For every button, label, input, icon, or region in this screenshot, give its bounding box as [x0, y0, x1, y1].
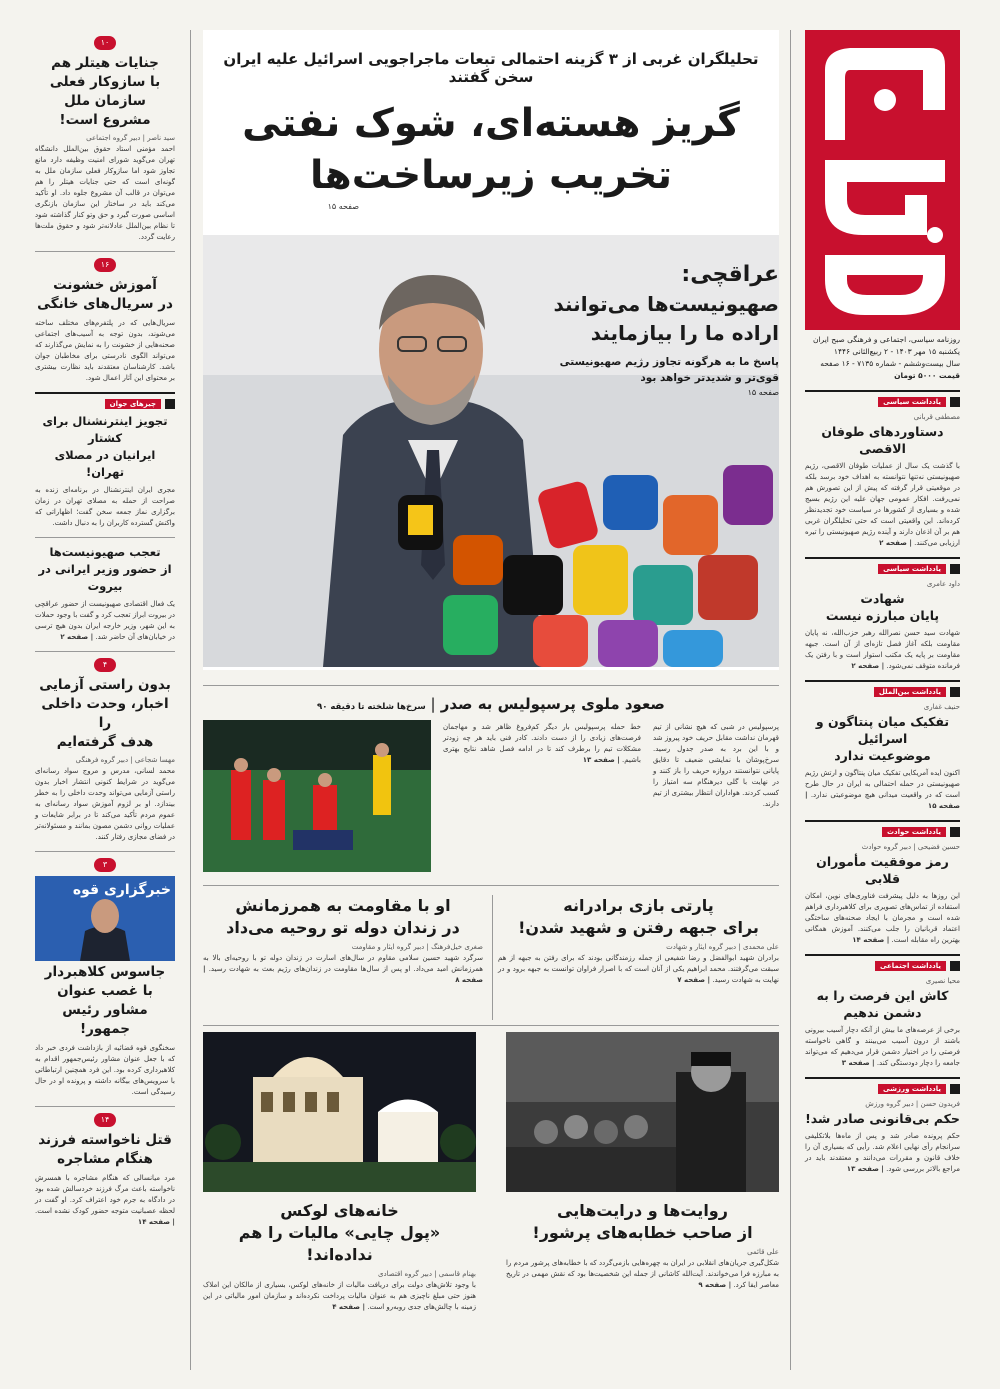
author: صغری خیل‌فرهنگ | دبیر گروه ایثار و مقاومت: [351, 943, 483, 951]
left-story-5[interactable]: [35, 858, 175, 1098]
note-body: [805, 1131, 960, 1175]
quote-speaker: عراقچی:: [681, 262, 779, 287]
author: مهسا شجاعی | دبیر گروه فرهنگی: [75, 756, 175, 764]
masthead-info-line: سال بیست‌وششم - شماره ۷۱۳۵ - ۱۶ صفحه: [820, 359, 960, 368]
page-badge[interactable]: ۱۰: [94, 36, 116, 50]
story-bottom-0[interactable]: [506, 1200, 779, 1291]
page-badge[interactable]: ۱۶: [94, 258, 116, 272]
lead-story[interactable]: [203, 30, 779, 211]
section-tag-label: یادداشت اجتماعی: [875, 961, 946, 971]
story-mid-0[interactable]: [498, 895, 779, 986]
left-story-4[interactable]: [35, 658, 175, 843]
page-ref[interactable]: | صفحه ۸: [203, 965, 483, 984]
page-ref[interactable]: | صفحه ۱۳: [846, 1165, 884, 1173]
quote-block[interactable]: [523, 260, 779, 397]
story-headline[interactable]: [506, 1200, 779, 1244]
divider: [35, 651, 175, 652]
sports-kicker: سرخ‌ها شلخته تا دقیقه ۹۰: [317, 702, 426, 712]
right-note-3[interactable]: [805, 820, 960, 946]
page-ref[interactable]: | صفحه ۲: [60, 633, 94, 641]
story-body-text: برادران شهید ابوالفضل و رضا شفیعی از جمله رزمندگانی بودند که برای رفتن به جبهه از هم سبقت می‌گرفتند. محمد ابراهیم یکی از آنان است که با اصرار فراوان توانست به جبهه برود و در نهایت به شهادت رسید.: [498, 954, 779, 984]
sports-story[interactable]: [203, 685, 779, 713]
story-body-text: شکل‌گیری جریان‌های انقلابی در ایران به چهره‌هایی بازمی‌گردد که با خطابه‌های پرشور مردم را به مبارزه فرا می‌خواندند. آیت‌الله کاشانی از جمله این شخصیت‌ها بود که نقش مهمی در تاریخ معاصر ایفا کرد.: [506, 1259, 779, 1289]
story-headline-line: برای جبهه رفتن و شهید شدن!: [518, 918, 759, 937]
story-headline-line: در زندان دوله تو روحیه می‌داد: [226, 918, 460, 937]
right-note-4[interactable]: [805, 954, 960, 1069]
section-tag: [805, 557, 960, 576]
divider: [35, 1106, 175, 1107]
football-match-photo-icon: [203, 720, 431, 872]
story-body: مجری ایران اینترنشنال در برنامه‌ای زنده به صراحت از حمله به مصلای تهران در زمان برگزاری نماز جمعه سخن گفت؛ اظهاراتی که واکنش گسترده کاربران را به دنبال داشت.: [35, 486, 175, 527]
left-story-2[interactable]: [35, 392, 175, 529]
note-headline[interactable]: حکم بی‌قانونی صادر شد!: [805, 1111, 960, 1126]
left-column: [35, 30, 175, 1370]
luxury-house-photo: [203, 1032, 476, 1192]
note-headline[interactable]: شهادت پایان مبارزه نیست: [825, 591, 940, 623]
author: سید ناصر | دبیر گروه اجتماعی: [86, 134, 175, 142]
left-story-3[interactable]: [35, 544, 175, 643]
left-story-1[interactable]: [35, 258, 175, 384]
page-ref[interactable]: | صفحه ۷: [677, 976, 711, 984]
story-body: سخنگوی قوه قضائیه از بازداشت فردی خبر داد که با جعل عنوان مشاور رئیس‌جمهور اقدام به کلاهبرداری کرده بود. این فرد همچنین ارتباطاتی با سرویس‌های بیگانه داشته و پرونده او در حال رسیدگی است.: [35, 1044, 175, 1096]
masthead-info-line: قیمت ۵۰۰۰ تومان: [894, 371, 960, 380]
section-tag-label: یادداشت بین‌الملل: [874, 687, 946, 697]
story-headline[interactable]: [203, 895, 483, 939]
author: علی محمدی | دبیر گروه ایثار و شهادت: [666, 943, 779, 951]
left-story-0[interactable]: [35, 36, 175, 243]
story-body: سریال‌هایی که در پلتفرم‌های مختلف ساخته می‌شوند، بدون توجه به آسیب‌های اجتماعی صحنه‌هایی از خشونت را به نمایش می‌گذارند که می‌تواند الگوی نادرستی برای مخاطبان جوان باشد. کارشناسان معتقدند باید نظارت بیشتری بر محتوای این آثار اعمال شود.: [35, 319, 175, 382]
section-tag-label: یادداشت سیاسی: [878, 397, 946, 407]
story-body-text: با وجود تلاش‌های دولت برای دریافت مالیات از خانه‌های لوکس، بسیاری از مالکان این املاک هنوز حتی مبلغ ناچیزی هم به عنوان مالیات پرداخت نکرده‌اند و سازمان امور مالیاتی در این زمینه با چالش‌های جدی روبه‌رو است.: [203, 1281, 476, 1311]
masthead-info: [805, 334, 960, 382]
section-tag: [805, 820, 960, 839]
masthead-info-line: روزنامه سیاسی، اجتماعی و فرهنگی صبح ایران: [812, 335, 960, 344]
story-headline[interactable]: بدون راستی آزمایی اخبار، وحدت داخلی را هدف گرفته‌ایم: [39, 677, 171, 750]
section-tag: [805, 954, 960, 973]
story-body: احمد مؤمنی استاد حقوق بین‌الملل دانشگاه تهران می‌گوید شورای امنیت وظیفه دارد مانع تجاوز شود اما سازوکار فعلی سازمان ملل به گونه‌ای است که حتی جنایات هیتلر را هم می‌توان در قالب آن مشروع جلوه داد. او تأکید می‌کند باید در ساختار این سازمان بازنگری اساسی صورت گیرد و حق وتو کنار گذاشته شود تا نظام بین‌الملل عادلانه‌تر شود و حقوق ملت‌ها رعایت گردد.: [35, 145, 175, 241]
story-headline[interactable]: قتل ناخواسته فرزند هنگام مشاجره: [38, 1132, 172, 1167]
story-headline[interactable]: تعجب صهیونیست‌ها از حضور وزیر ایرانی در بیروت: [38, 545, 172, 593]
author: داود عامری: [926, 580, 960, 588]
separator: |: [425, 695, 436, 713]
page-ref[interactable]: | صفحه ۳: [841, 1059, 875, 1067]
photo-banner-text: خبرگزاری قوه: [72, 882, 171, 898]
author: محیا نصیری: [925, 977, 960, 985]
section-tag-label: یادداشت سیاسی: [878, 564, 946, 574]
right-column: [805, 30, 960, 1370]
page-ref[interactable]: | صفحه ۲: [879, 539, 912, 547]
mansion-photo-icon: [203, 1032, 476, 1192]
section-tag-label: چیزهای جوان: [105, 399, 161, 409]
author: حسین فضیحی | دبیر گروه حوادث: [861, 843, 960, 851]
person-icon: [35, 876, 175, 961]
page-badge[interactable]: ۳: [94, 858, 116, 872]
story-body: [203, 953, 483, 986]
author: علی قائمی: [747, 1248, 779, 1256]
divider: [35, 537, 175, 538]
note-body: [805, 768, 960, 812]
section-mark-icon: [950, 827, 960, 837]
note-body-text: حکم پرونده صادر شد و پس از ماه‌ها بلاتکلیفی سرانجام رأی نهایی اعلام شد. رأیی که بسیاری آن را خلاف قانون و مقررات می‌دانند و معتقدند باید در مراجع بالاتر بررسی شود.: [805, 1132, 960, 1173]
page-ref[interactable]: صفحه ۱۵: [327, 202, 359, 211]
section-tag: [805, 680, 960, 699]
section-mark-icon: [165, 399, 175, 409]
story-body: [35, 1173, 175, 1228]
column-divider: [190, 30, 191, 1370]
newspaper-logo-icon: [805, 30, 960, 330]
story-mid-1[interactable]: [203, 895, 483, 986]
right-note-2[interactable]: [805, 680, 960, 812]
story-headline[interactable]: آموزش خشونت در سریال‌های خانگی: [37, 277, 173, 312]
page-ref[interactable]: | صفحه ۴: [332, 1303, 366, 1311]
story-headline-line: خانه‌های لوکس: [280, 1201, 399, 1220]
column-divider: [790, 30, 791, 1370]
quote-sub: قوی‌تر و شدیدتر خواهد بود: [640, 372, 779, 384]
sports-photo: [203, 720, 431, 872]
divider: [203, 885, 779, 886]
lead-headline[interactable]: [203, 98, 779, 202]
quote-line: اراده ما را بیازمایند: [590, 321, 779, 345]
story-headline[interactable]: جنایات هیتلر هم با سازوکار فعلی سازمان ملل مشروع است!: [49, 55, 161, 128]
story-headline-line: او با مقاومت به همرزمانش: [235, 896, 451, 915]
story-headline[interactable]: تجویز اینترنشنال برای کشتار ایرانیان در مصلای تهران!: [42, 414, 168, 479]
quote-line: صهیونیست‌ها می‌توانند: [553, 292, 779, 316]
note-headline[interactable]: رمز موفقیت مأموران قلابی: [816, 854, 949, 886]
story-body: محمد لسانی، مدرس و مروج سواد رسانه‌ای می‌گوید در شرایط کنونی انتشار اخبار بدون راستی آزمایی می‌تواند وحدت داخلی را به خطر بیندازد. او بر لزوم آموزش سواد رسانه‌ای به عموم مردم تأکید می‌کند تا در برابر شایعات و عملیات روانی دشمن مصون بمانند و مسئولانه‌تر در فضای مجازی رفتار کنند.: [35, 767, 175, 841]
note-body: [805, 628, 960, 672]
spokesman-photo: [35, 876, 175, 961]
story-body: [498, 953, 779, 986]
note-body-text: برخی از عرصه‌های ما بیش از آنکه دچار آسیب بیرونی باشند از درون آسیب می‌بینند و گاهی ناخواسته فرصتی را در اختیار دشمن قرار می‌دهیم که می‌تواند جامعه را دچار دودستگی کند.: [805, 1026, 960, 1067]
note-body-text: اکنون ایده آمریکایی تفکیک میان پنتاگون و ارتش رژیم صهیونیستی در حمله احتمالی به ایران در حال طرح است که در واقعیت میدانی هیچ موضوعیتی ندارد.: [805, 769, 960, 799]
note-headline[interactable]: تفکیک میان پنتاگون و اسرائیل موضوعیت ندارد: [815, 714, 950, 763]
main-column: [203, 30, 779, 1370]
section-mark-icon: [950, 397, 960, 407]
author: مصطفی قربانی: [913, 413, 960, 421]
page-ref[interactable]: | صفحه ۹: [698, 1281, 732, 1289]
page-ref[interactable]: | صفحه ۲: [851, 662, 885, 670]
historic-speech-photo-icon: [506, 1032, 779, 1192]
page-ref[interactable]: | صفحه ۱۵: [805, 791, 960, 810]
story-body: [35, 599, 175, 643]
story-body-text: مرد میانسالی که هنگام مشاجره با همسرش ناخواسته باعث مرگ فرزند خردسالش شده بود در دادگاه به جرم خود اعتراف کرد. او گفت در لحظه عصبانیت متوجه حضور کودک نشده است.: [35, 1174, 175, 1215]
page-ref[interactable]: صفحه ۱۵: [747, 388, 779, 397]
masthead-info-line: یکشنبه ۱۵ مهر ۱۴۰۳ - ۲ ربیع‌الثانی ۱۴۴۶: [833, 347, 960, 356]
section-mark-icon: [950, 1084, 960, 1094]
section-mark-icon: [950, 564, 960, 574]
divider: [35, 851, 175, 852]
page-ref[interactable]: | صفحه ۱۴: [852, 936, 890, 944]
note-headline[interactable]: دستاوردهای طوفان الاقصی: [821, 424, 944, 456]
story-headline-line: از صاحب خطابه‌های پرشور!: [532, 1223, 753, 1242]
left-story-6[interactable]: [35, 1113, 175, 1228]
story-headline[interactable]: [498, 895, 779, 939]
story-body: [203, 1280, 476, 1313]
section-tag: [35, 392, 175, 411]
section-tag: [805, 390, 960, 409]
right-note-1[interactable]: [805, 557, 960, 672]
lead-headline-line: تخریب زیرساخت‌ها: [310, 153, 672, 198]
right-note-0[interactable]: [805, 390, 960, 549]
divider: [203, 1025, 779, 1026]
section-tag: [805, 1077, 960, 1096]
section-tag-label: یادداشت ورزشی: [878, 1084, 946, 1094]
lead-kicker[interactable]: تحلیلگران غربی از ۳ گزینه احتمالی تبعات ماجراجویی اسرائیل علیه ایران سخن گفتند: [223, 50, 759, 86]
story-headline-line: پارتی بازی برادرانه: [563, 896, 714, 915]
note-body: [805, 1025, 960, 1069]
divider: [492, 895, 493, 1020]
right-note-5[interactable]: [805, 1077, 960, 1175]
story-headline-line: روایت‌ها و درایت‌هایی: [557, 1201, 728, 1220]
sports-headline[interactable]: صعود ملوی پرسپولیس به صدر: [440, 695, 665, 713]
lead-headline-line: گریز هسته‌ای، شوک نفتی: [242, 101, 740, 146]
page-ref[interactable]: | صفحه ۱۳: [582, 756, 620, 764]
story-headline[interactable]: جاسوس کلاهبردار با غصب عنوان مشاور رئیس جمهور!: [44, 964, 166, 1037]
note-body: [805, 461, 960, 549]
sports-body: پرسپولیس در شبی که هیچ نشانی از تیم قهرمان نداشت مقابل حریف خود پیروز شد و با این برد به صدر جدول رسید. سرخ‌پوشان با نمایشی ضعیف تا دقایق پایانی نتوانستند دروازه حریف را باز کنند و در نهایت با گلی دیرهنگام سه امتیاز را کسب کردند. هواداران انتظار بیشتری از تیم دارند.: [653, 723, 779, 808]
note-headline[interactable]: کاش این فرصت را به دشمن ندهیم: [816, 988, 949, 1020]
note-body-text: این روزها به دلیل پیشرفت فناوری‌های نوین، امکان استفاده از تماس‌های تصویری برای کلاهبرداری فراهم شده است و مجرمان با ایجاد صحنه‌های ساختگی اعتماد قربانیان را جلب می‌کنند. آموزش همگانی بهترین راه مقابله است.: [805, 892, 960, 944]
section-mark-icon: [950, 961, 960, 971]
note-body-text: با گذشت یک سال از عملیات طوفان الاقصی، رژیم صهیونیستی نه‌تنها نتوانسته به اهداف خود برسد بلکه در موقعیتی قرار گرفته که پیش از این تصورش هم نمی‌رفت. افکار عمومی جهان علیه این رژیم بسیج شده و بسیاری از کشورها در سیاست خود تجدیدنظر کرده‌اند. این واقعیتی است که حتی تحلیلگران غربی هم بر آن اذعان دارند و آینده رژیم صهیونیستی را تیره ارزیابی می‌کنند.: [805, 462, 960, 547]
author: فریدون حسن | دبیر گروه ورزش: [865, 1100, 960, 1108]
story-headline-line: «پول چایی» مالیات را هم نداده‌اند!: [238, 1223, 441, 1264]
sports-body-text: خط حمله پرسپولیس بار دیگر کم‌فروغ ظاهر شد و مهاجمان فرصت‌های زیادی را از دست دادند. کادر فنی باید هر چه زودتر مشکلات تیم را برطرف کند تا در ادامه فصل شاهد نتایج بهتری باشیم.: [443, 723, 641, 764]
story-headline[interactable]: [203, 1200, 476, 1266]
story-body: [506, 1258, 779, 1291]
masthead-logo[interactable]: [805, 30, 960, 330]
section-tag-label: یادداشت حوادث: [882, 827, 946, 837]
sports-body: [443, 722, 641, 766]
page-badge[interactable]: ۴: [94, 658, 116, 672]
section-mark-icon: [950, 687, 960, 697]
page-badge[interactable]: ۱۴: [94, 1113, 116, 1127]
historic-photo: [506, 1032, 779, 1192]
author: حنیف غفاری: [923, 703, 960, 711]
note-body-text: شهادت سید حسن نصرالله رهبر حزب‌الله، نه پایان مقاومت بلکه آغاز فصل تازه‌ای از آن است. جبهه مقاومت بر پایه یک مکتب استوار است و با رفتن یک فرمانده متوقف نمی‌شود.: [805, 629, 960, 670]
divider: [35, 251, 175, 252]
page-ref[interactable]: | صفحه ۱۴: [137, 1218, 175, 1226]
story-body-text: یک فعال اقتصادی صهیونیست از حضور عراقچی در بیروت ابراز تعجب کرد و گفت با وجود حملات به این شهر، وزیر خارجه ایران بدون هیچ ترسی در خیابان‌های آن حاضر شد.: [35, 600, 175, 641]
quote-sub: پاسخ ما به هرگونه تجاوز رژیم صهیونیستی: [559, 356, 779, 368]
author: بهنام قاسمی | دبیر گروه اقتصادی: [378, 1270, 476, 1278]
story-body-text: سرگرد شهید حسین سلامی مقاوم در سال‌های اسارت در زندان دوله تو با روحیه‌ای بالا به همرزمانش امید می‌داد. او پس از سال‌ها مقاومت در زندان‌های رژیم بعث به شهادت رسید.: [203, 954, 483, 973]
story-bottom-1[interactable]: [203, 1200, 476, 1313]
note-body: [805, 891, 960, 946]
